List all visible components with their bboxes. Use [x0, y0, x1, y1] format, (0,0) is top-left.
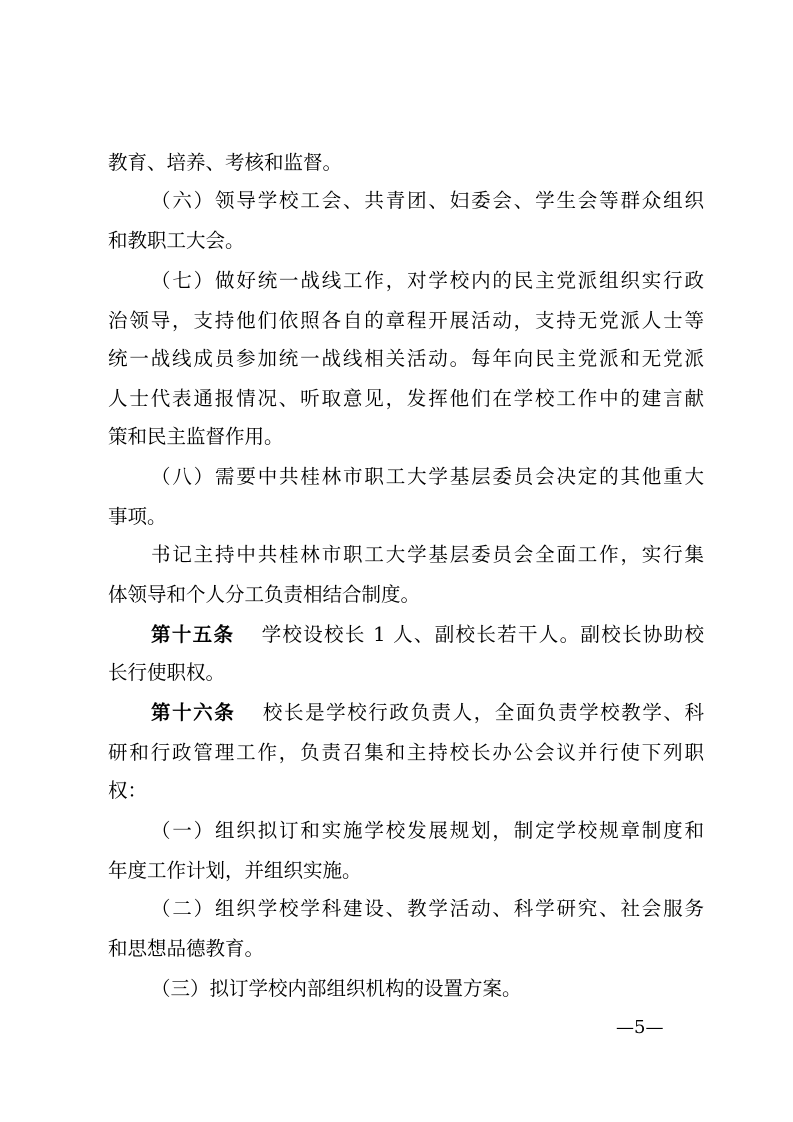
paragraph-line: 和教职工大会。 [108, 229, 245, 252]
paragraph-line: 研和行政管理工作，负责召集和主持校长办公会议并行使下列职 [108, 741, 704, 764]
paragraph-line: （一）组织拟订和实施学校发展规划，制定学校规章制度和 [151, 819, 704, 842]
paragraph-line: 教育、培养、考核和监督。 [108, 151, 343, 174]
page-number: —5— [616, 1017, 664, 1038]
paragraph-line: 权： [108, 779, 148, 802]
article-16-line [151, 701, 704, 725]
paragraph-line: 校长是学校行政负责人，全面负责学校教学、科 [261, 701, 704, 724]
paragraph-line: 统一战线成员参加统一战线相关活动。每年向民主党派和无党派 [108, 347, 704, 370]
paragraph-line: 人士代表通报情况、听取意见，发挥他们在学校工作中的建言献 [108, 387, 704, 410]
paragraph-line: （二）组织学校学科建设、教学活动、科学研究、社会服务 [151, 897, 704, 920]
paragraph-line: （三）拟订学校内部组织机构的设置方案。 [151, 977, 522, 1000]
article-15-heading: 第十五条 [151, 623, 235, 646]
article-16-heading: 第十六条 [151, 701, 236, 724]
paragraph-line: 长行使职权。 [108, 661, 226, 684]
paragraph-line: （七）做好统一战线工作，对学校内的民主党派组织实行政 [151, 269, 704, 292]
paragraph-line: 治领导，支持他们依照各自的章程开展活动，支持无党派人士等 [108, 309, 704, 332]
paragraph-line: 年度工作计划，并组织实施。 [108, 859, 362, 882]
article-15-line [151, 623, 704, 647]
paragraph-line: 学校设校长 1 人、副校长若干人。副校长协助校 [260, 623, 704, 646]
paragraph-line: 策和民主监督作用。 [108, 425, 284, 448]
paragraph-line: 书记主持中共桂林市职工大学基层委员会全面工作，实行集 [151, 543, 704, 566]
paragraph-line: 事项。 [108, 505, 167, 528]
paragraph-line: （八）需要中共桂林市职工大学基层委员会决定的其他重大 [151, 465, 704, 488]
paragraph-line: 和思想品德教育。 [108, 937, 265, 960]
paragraph-line: 体领导和个人分工负责相结合制度。 [108, 583, 421, 606]
paragraph-line: （六）领导学校工会、共青团、妇委会、学生会等群众组织 [151, 189, 704, 212]
